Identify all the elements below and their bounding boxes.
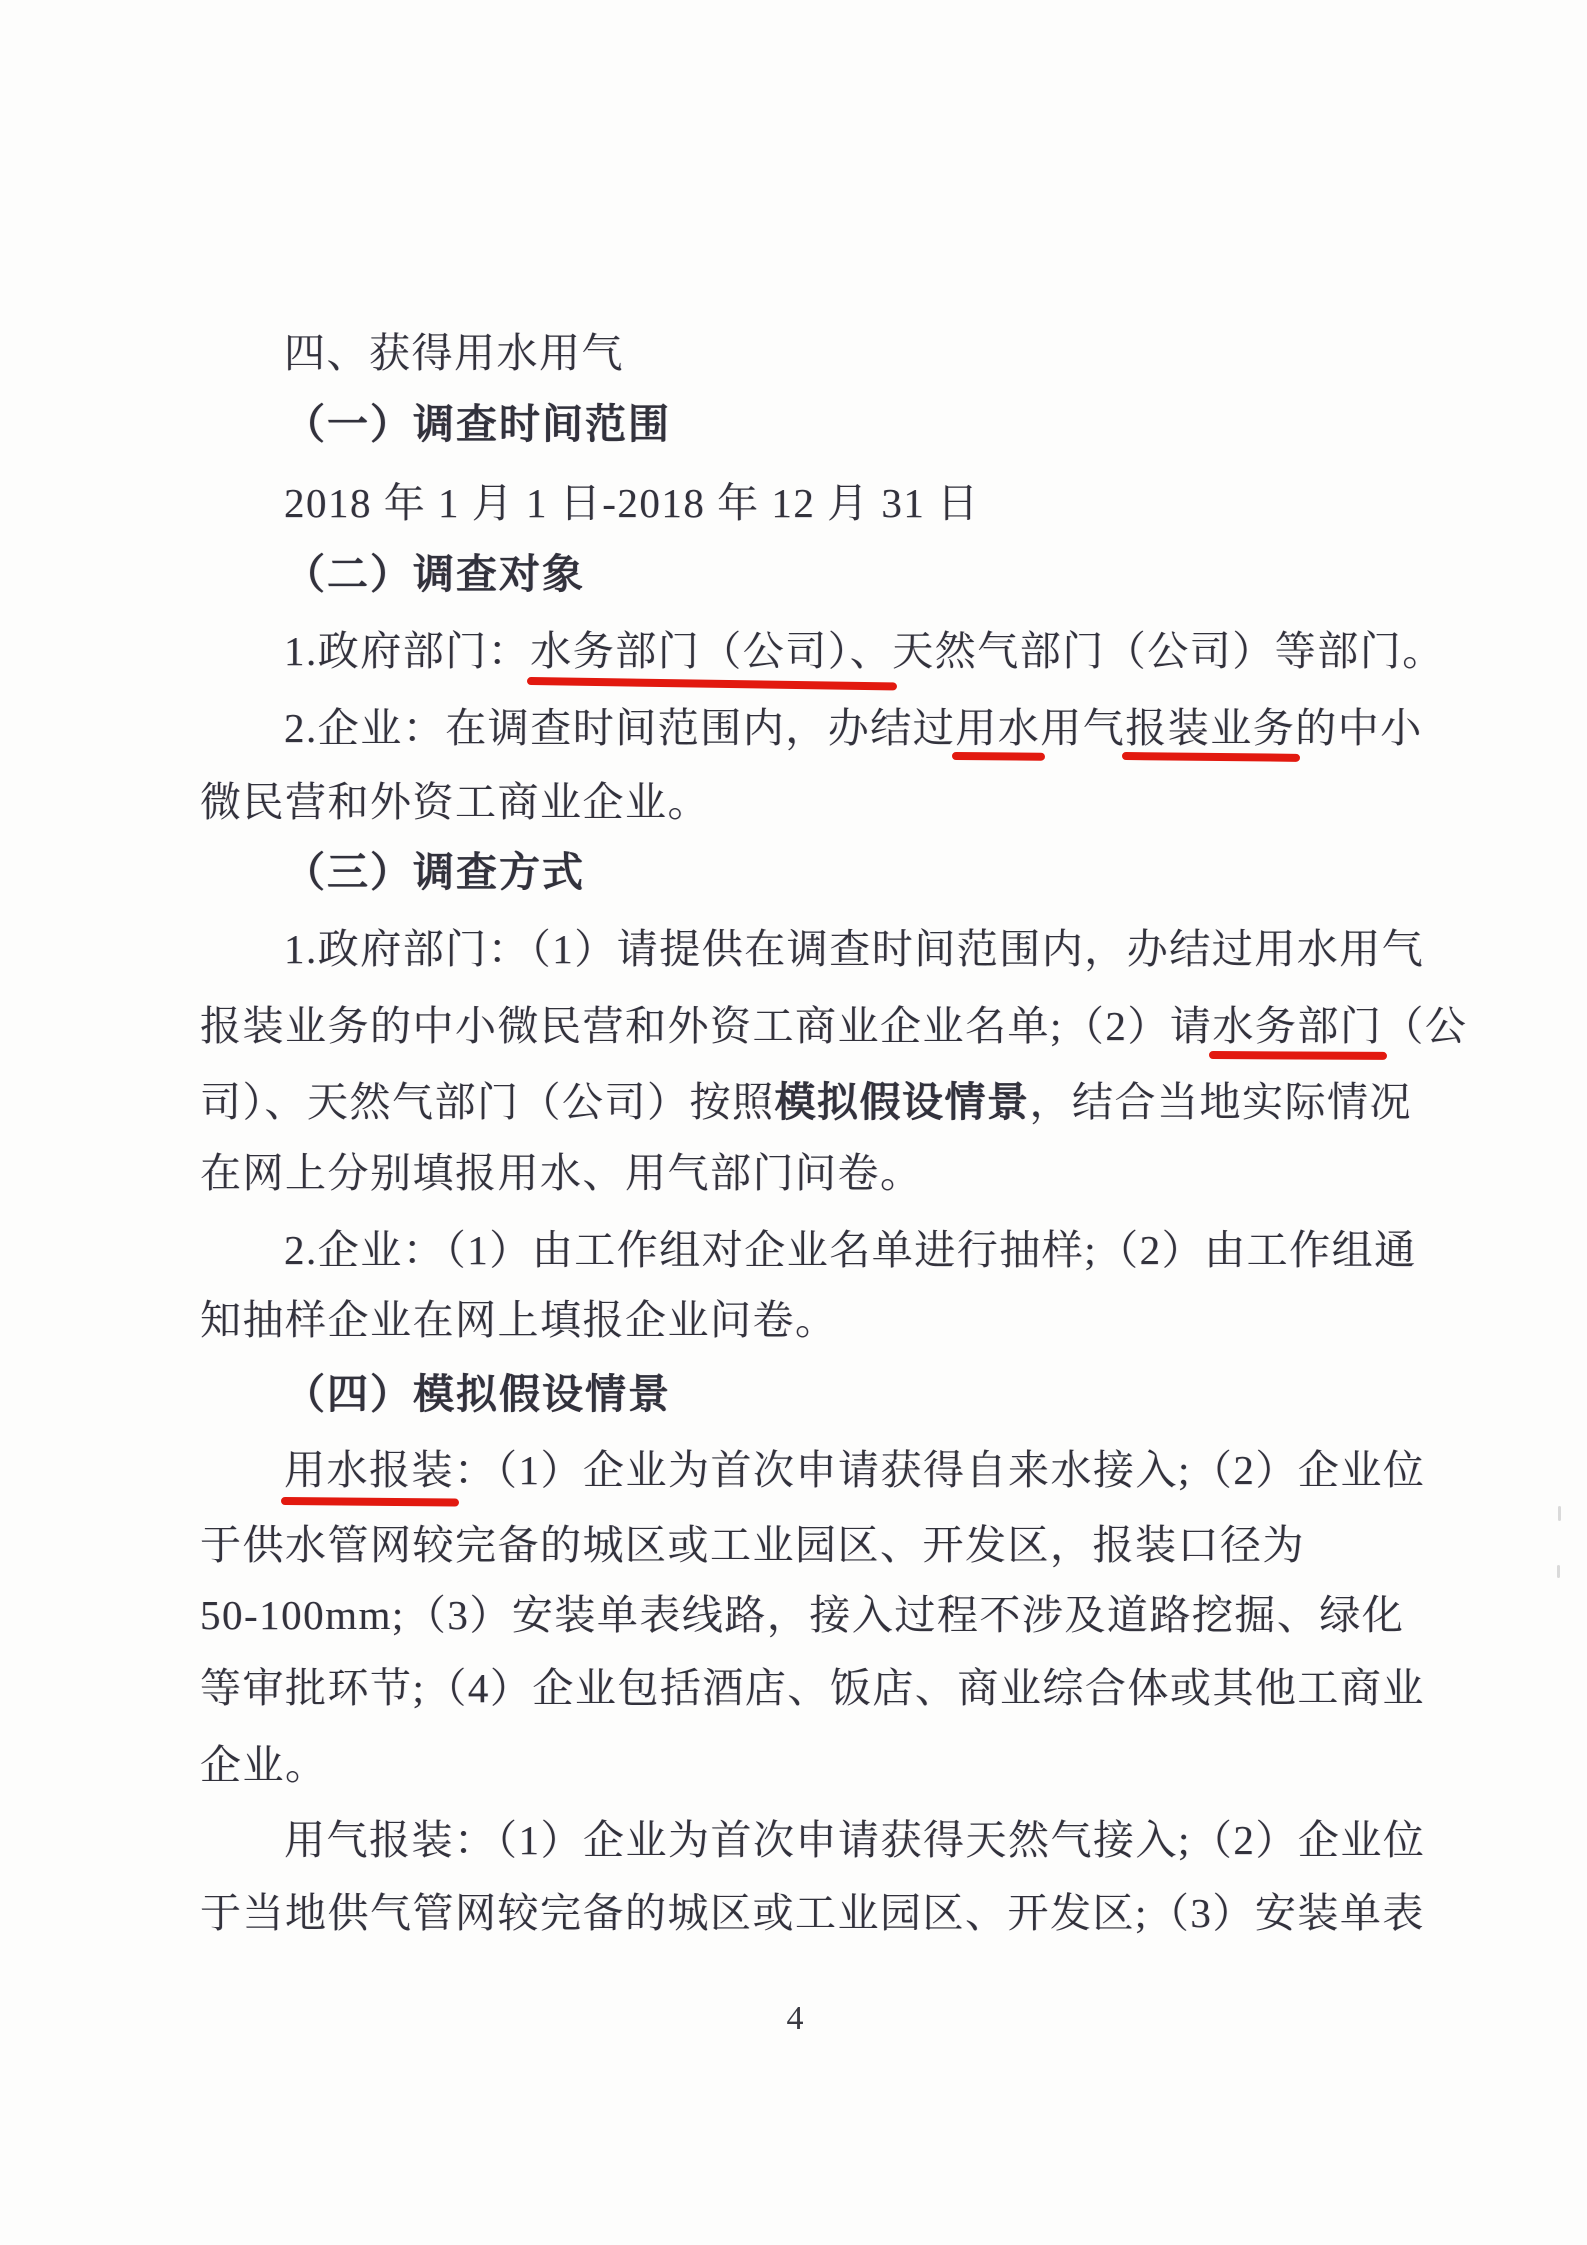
chapter-title-text: 四、获得用水用气 xyxy=(284,330,624,376)
heading-survey-time-range xyxy=(284,398,671,450)
red-underline-text: 报装业务 xyxy=(1125,705,1296,751)
red-underline-text: 用水报装 xyxy=(284,1447,454,1493)
heading-survey-method xyxy=(284,846,585,898)
paragraph-text: 的中小 xyxy=(1295,705,1423,751)
red-underline-text: 水务部门 xyxy=(1212,1003,1383,1049)
paragraph-text: 司）、天然气部门（公司）按照 xyxy=(200,1079,775,1125)
paragraph-text: 用气 xyxy=(1040,705,1126,751)
paragraph-line xyxy=(200,1739,328,1791)
paragraph-line xyxy=(200,1887,1425,1939)
paragraph-text: 于供水管网较完备的城区或工业园区、开发区，报装口径为 xyxy=(200,1522,1305,1568)
scan-artifact-mark xyxy=(1557,1565,1560,1578)
paragraph-text: 1.政府部门：（1）请提供在调查时间范围内，办结过用水用气 xyxy=(284,926,1425,972)
red-underline-text: 用水 xyxy=(955,705,1041,751)
paragraph-text: 于当地供气管网较完备的城区或工业园区、开发区;（3）安装单表 xyxy=(200,1890,1425,1936)
paragraph-line xyxy=(200,1294,838,1346)
paragraph-line xyxy=(200,1000,1467,1052)
paragraph-text: 2.企业：在调查时间范围内，办结过 xyxy=(284,705,956,751)
paragraph-text: 等审批环节;（4）企业包括酒店、饭店、商业综合体或其他工商业 xyxy=(200,1665,1425,1711)
paragraph-text: ：（1）企业为首次申请获得自来水接入;（2）企业位 xyxy=(454,1447,1426,1493)
paragraph-text: 50-100mm;（3）安装单表线路，接入过程不涉及道路挖掘、绿化 xyxy=(200,1592,1405,1638)
paragraph-text: （公 xyxy=(1382,1003,1468,1049)
paragraph-line xyxy=(284,702,1423,754)
paragraph-line xyxy=(200,776,710,828)
paragraph-line xyxy=(200,1519,1305,1571)
paragraph-text: 企业。 xyxy=(200,1742,328,1788)
paragraph-text: 报装业务的中小微民营和外资工商业企业名单;（2）请 xyxy=(200,1003,1213,1049)
heading-text: （四）模拟假设情景 xyxy=(284,1371,671,1417)
paragraph-text: 微民营和外资工商业企业。 xyxy=(200,779,710,825)
chapter-title xyxy=(284,327,624,379)
paragraph-text: 在网上分别填报用水、用气部门问卷。 xyxy=(200,1150,923,1196)
heading-text: （一）调查时间范围 xyxy=(284,401,671,447)
heading-text: （二）调查对象 xyxy=(284,551,585,597)
page-number: 4 xyxy=(786,2000,804,2037)
paragraph-line xyxy=(284,625,1445,677)
paragraph-line xyxy=(200,1147,923,1199)
heading-simulated-scenario xyxy=(284,1368,671,1420)
survey-date-range xyxy=(284,477,980,529)
paragraph-text: 用气报装：（1）企业为首次申请获得天然气接入;（2）企业位 xyxy=(284,1817,1426,1863)
paragraph-text: 知抽样企业在网上填报企业问卷。 xyxy=(200,1297,838,1343)
paragraph-line xyxy=(284,923,1424,975)
paragraph-text: 天然气部门（公司）等部门。 xyxy=(892,628,1445,674)
bold-phrase: 模拟假设情景 xyxy=(774,1079,1030,1125)
paragraph-text: ，结合当地实际情况 xyxy=(1029,1079,1412,1125)
paragraph-text: 2.企业：（1）由工作组对企业名单进行抽样;（2）由工作组通 xyxy=(284,1227,1417,1273)
heading-survey-targets xyxy=(284,548,585,600)
paragraph-line xyxy=(200,1589,1404,1641)
paragraph-line xyxy=(284,1444,1425,1496)
heading-text: （三）调查方式 xyxy=(284,849,585,895)
date-range-text: 2018 年 1 月 1 日-2018 年 12 月 31 日 xyxy=(284,480,980,526)
paragraph-text: 1.政府部门： xyxy=(284,628,531,674)
paragraph-line xyxy=(200,1662,1425,1714)
paragraph-line xyxy=(284,1814,1425,1866)
red-underline-text: 水务部门（公司）、 xyxy=(530,628,893,674)
paragraph-line xyxy=(200,1076,1412,1128)
scan-artifact-mark xyxy=(1558,1506,1561,1521)
paragraph-line xyxy=(284,1224,1417,1276)
